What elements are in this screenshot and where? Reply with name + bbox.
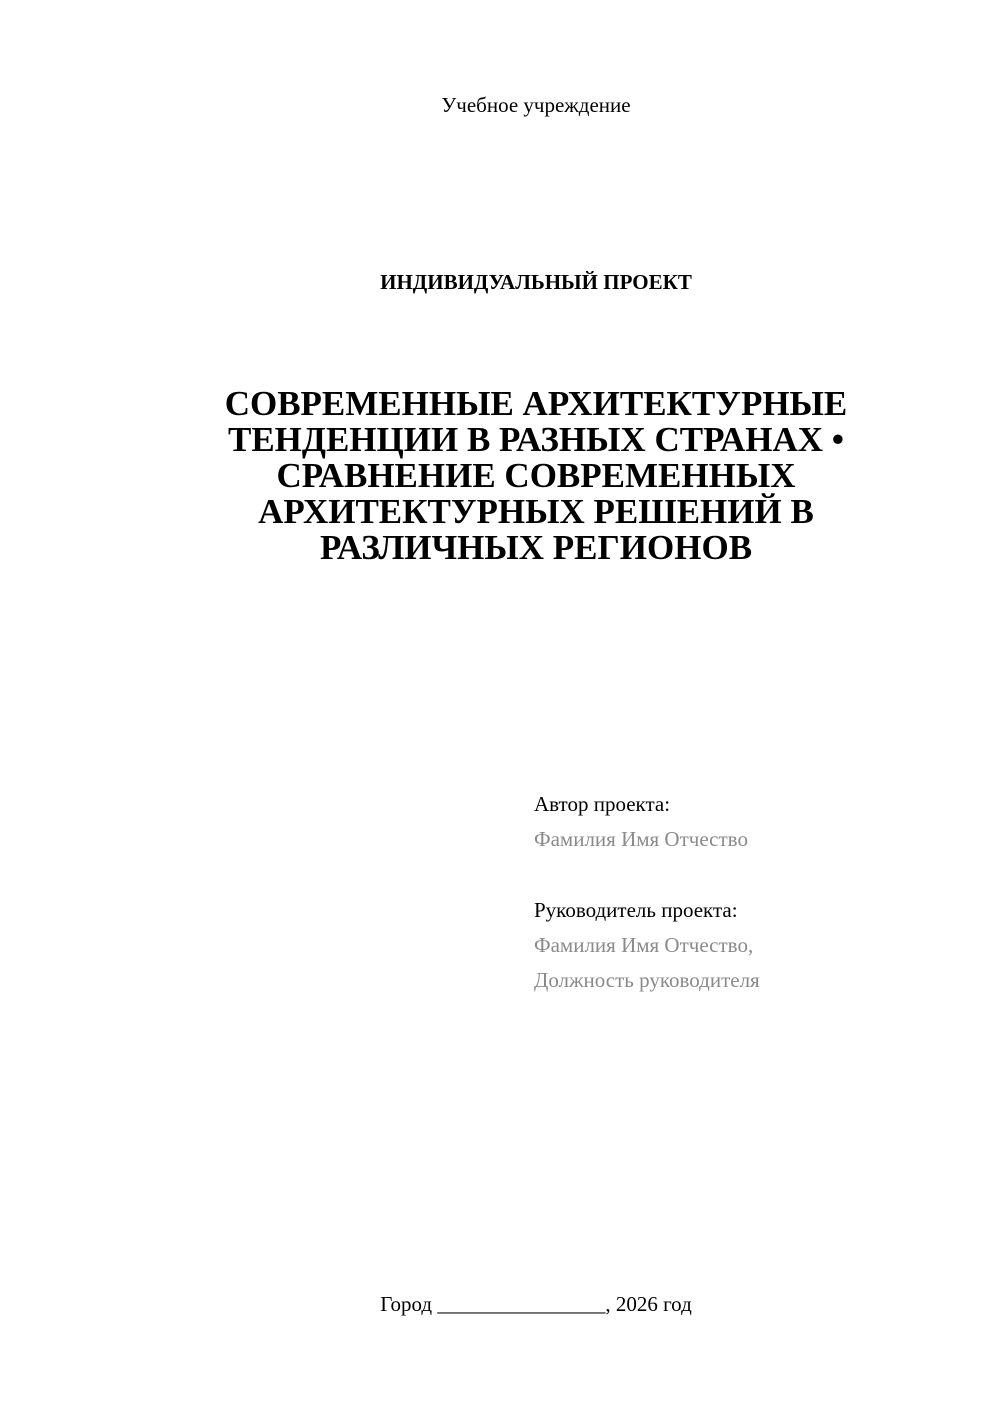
city-year-line: Город ________________, 2026 год [380,1292,692,1316]
supervisor-name: Фамилия Имя Отчество, [534,933,754,957]
supervisor-label: Руководитель проекта: [534,898,738,922]
author-block [534,787,974,857]
project-title-line: СРАВНЕНИЕ СОВРЕМЕННЫХ [276,456,796,495]
project-title-line: СОВРЕМЕННЫЕ АРХИТЕКТУРНЫЕ [224,384,848,423]
project-title-line: ТЕНДЕНЦИИ В РАЗНЫХ СТРАНАХ • [227,420,845,459]
supervisor-block [534,893,974,998]
project-title-line: РАЗЛИЧНЫХ РЕГИОНОВ [319,528,753,567]
author-label: Автор проекта: [534,792,671,816]
document-type: ИНДИВИДУАЛЬНЫЙ ПРОЕКТ [380,270,692,294]
project-title [150,386,922,566]
institution-name: Учебное учреждение [441,93,631,117]
project-title-line: АРХИТЕКТУРНЫХ РЕШЕНИЙ В [258,492,814,531]
supervisor-position: Должность руководителя [534,968,760,992]
author-name: Фамилия Имя Отчество [534,827,748,851]
